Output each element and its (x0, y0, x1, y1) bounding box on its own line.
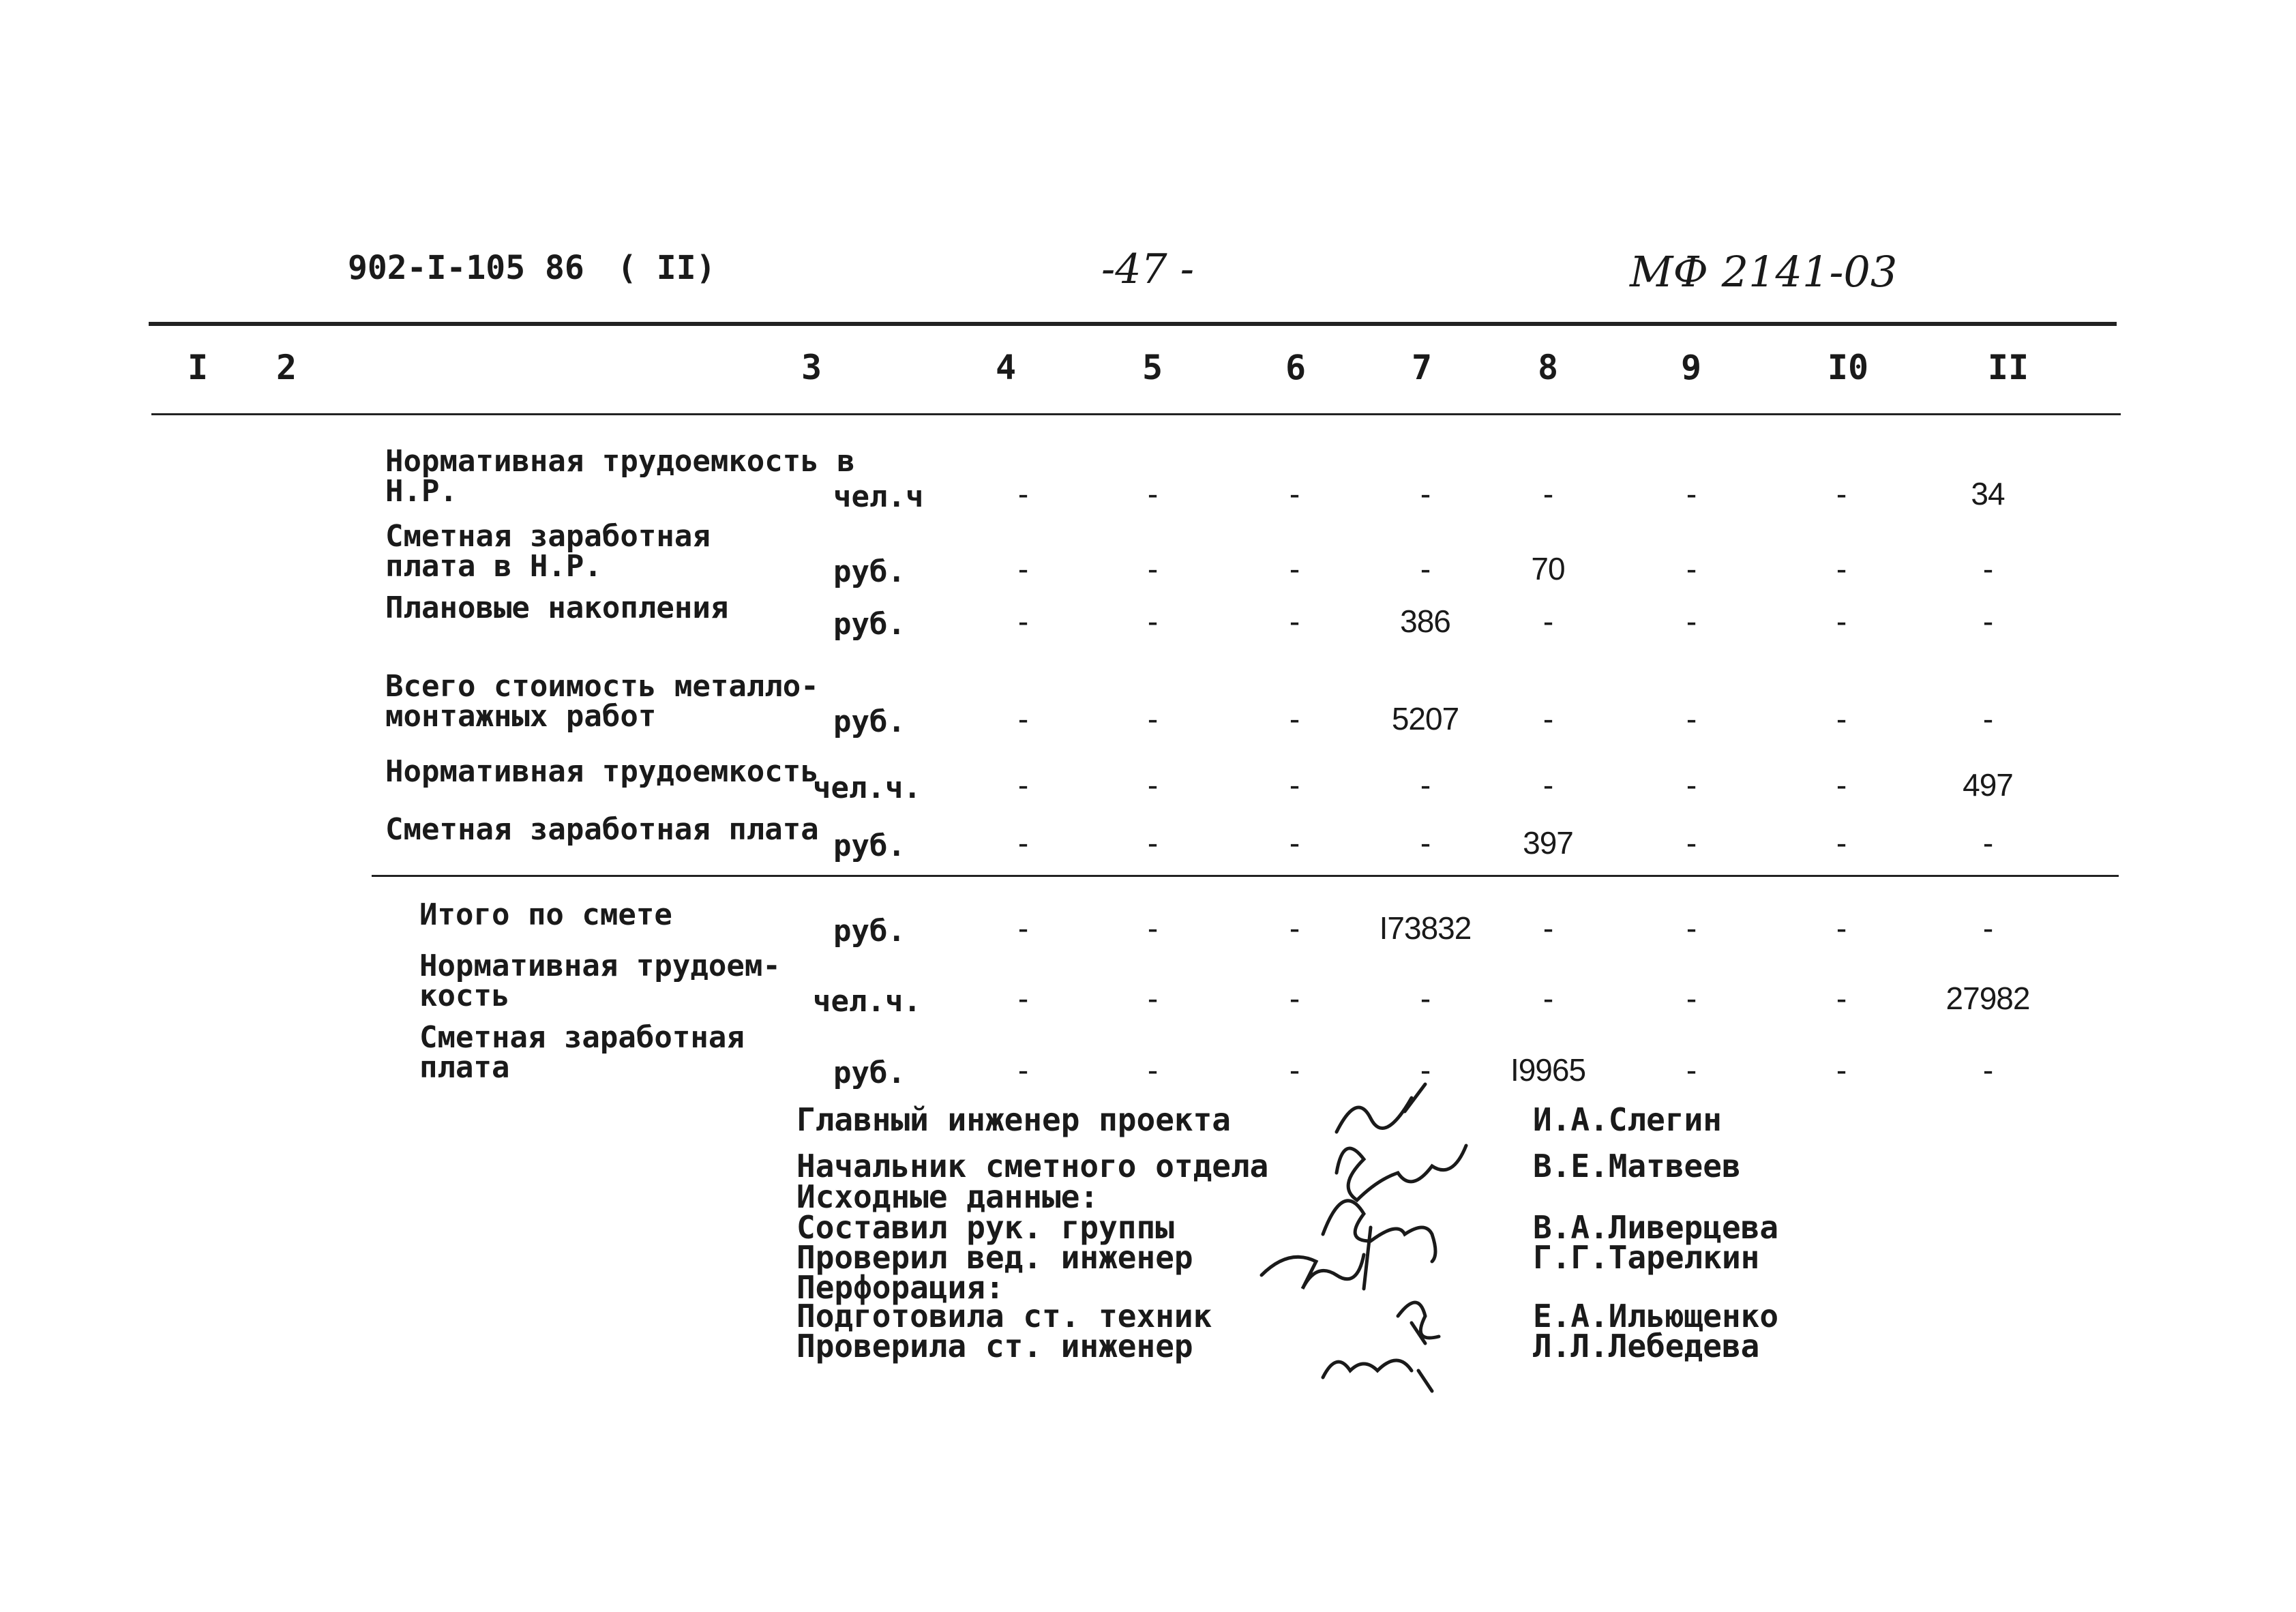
row-label: Сметная заработная (385, 519, 711, 554)
table-cell: - (1289, 910, 1300, 946)
table-cell: I9965 (1510, 1052, 1586, 1088)
signature-matveev (1337, 1146, 1466, 1200)
row-unit: чел.ч (833, 479, 924, 514)
table-cell: - (1017, 1052, 1028, 1088)
row-label: Сметная заработная плата (385, 812, 819, 847)
stamp-code: МФ 2141-03 (1630, 247, 1898, 297)
row-unit: руб. (833, 607, 906, 642)
row-unit: чел.ч. (813, 984, 921, 1019)
table-cell: - (1289, 825, 1300, 861)
table-cell: - (1147, 981, 1158, 1016)
table-cell: - (1289, 767, 1300, 803)
row-unit: руб. (833, 914, 906, 949)
table-cell: - (1147, 910, 1158, 946)
table-cell: - (1982, 603, 1993, 639)
table-cell: - (1686, 767, 1697, 803)
column-number: I0 (1827, 348, 1869, 387)
table-cell: - (1836, 981, 1847, 1016)
table-cell: - (1420, 551, 1431, 586)
table-cell: - (1017, 767, 1028, 803)
table-cell: - (1289, 701, 1300, 736)
signature-liverpceva (1323, 1201, 1435, 1262)
document-number: 902-I-105 86 (348, 249, 584, 287)
table-cell: - (1289, 981, 1300, 1016)
table-cell: 27982 (1945, 981, 2030, 1016)
row-label: монтажных работ (385, 699, 657, 734)
table-cell: - (1836, 1052, 1847, 1088)
column-number: 9 (1680, 348, 1702, 387)
column-number: II (1987, 348, 2029, 387)
table-cell: - (1420, 767, 1431, 803)
page-number: -47 - (1101, 245, 1194, 293)
table-cell: - (1836, 910, 1847, 946)
table-cell: - (1982, 910, 1993, 946)
table-cell: - (1289, 551, 1300, 586)
table-cell: - (1982, 1052, 1993, 1088)
row-label: плата (419, 1050, 510, 1085)
table-cell: - (1686, 981, 1697, 1016)
table-cell: - (1686, 1052, 1697, 1088)
table-cell: - (1017, 476, 1028, 511)
table-cell: - (1017, 551, 1028, 586)
table-cell: - (1982, 701, 1993, 736)
signature-role: Исходные данные: (796, 1178, 1099, 1215)
column-number: 5 (1142, 348, 1163, 387)
table-cell: 70 (1531, 551, 1565, 586)
row-unit: руб. (833, 1056, 906, 1090)
table-cell: - (1836, 551, 1847, 586)
row-label: Нормативная трудоем- (419, 949, 781, 983)
table-cell: - (1542, 603, 1553, 639)
table-cell: - (1289, 476, 1300, 511)
table-cell: - (1686, 476, 1697, 511)
table-cell: - (1686, 825, 1697, 861)
table-cell: - (1542, 981, 1553, 1016)
table-cell: - (1982, 825, 1993, 861)
table-cell: - (1017, 825, 1028, 861)
table-cell: - (1147, 701, 1158, 736)
table-cell: 386 (1400, 603, 1450, 639)
signature-name: И.А.Слегин (1533, 1101, 1722, 1138)
table-cell: - (1147, 1052, 1158, 1088)
table-cell: - (1686, 910, 1697, 946)
signature-role: Подготовила ст. техник (796, 1298, 1212, 1334)
row-label: Итого по смете (419, 897, 672, 932)
signature-role: Проверил вед. инженер (796, 1239, 1193, 1276)
row-unit: руб. (833, 554, 906, 589)
table-cell: I73832 (1379, 910, 1472, 946)
table-cell: - (1147, 476, 1158, 511)
signature-slegin (1337, 1084, 1425, 1132)
table-cell: - (1147, 603, 1158, 639)
table-cell: 397 (1523, 825, 1573, 861)
row-label: Плановые накопления (385, 591, 729, 625)
table-cell: - (1147, 825, 1158, 861)
table-cell: - (1836, 603, 1847, 639)
column-number: 6 (1285, 348, 1307, 387)
column-number: 4 (995, 348, 1017, 387)
row-unit: руб. (833, 829, 906, 863)
table-cell: - (1017, 603, 1028, 639)
row-label: Нормативная трудоемкость (385, 754, 819, 789)
signature-role: Главный инженер проекта (796, 1101, 1231, 1138)
table-cell: - (1017, 701, 1028, 736)
column-number: 2 (275, 348, 297, 387)
row-label: плата в Н.Р. (385, 549, 602, 584)
signature-name: Л.Л.Лебедева (1533, 1328, 1760, 1364)
table-cell: - (1836, 476, 1847, 511)
table-cell: - (1420, 476, 1431, 511)
column-number: 3 (801, 348, 822, 387)
signature-ilyushenko (1398, 1302, 1439, 1343)
table-cell: - (1542, 767, 1553, 803)
table-cell: - (1147, 551, 1158, 586)
part-number: ( II) (617, 249, 716, 287)
row-label: Нормативная трудоемкость в (385, 444, 855, 479)
signature-role: Перфорация: (796, 1269, 1004, 1306)
table-cell: - (1289, 1052, 1300, 1088)
table-cell: - (1017, 981, 1028, 1016)
table-cell: - (1542, 910, 1553, 946)
signature-role: Проверила ст. инженер (796, 1328, 1193, 1364)
table-cell: - (1836, 767, 1847, 803)
table-cell: - (1420, 825, 1431, 861)
table-cell: - (1982, 551, 1993, 586)
table-cell: - (1686, 603, 1697, 639)
table-cell: 34 (1971, 476, 2005, 511)
table-cell: - (1420, 1052, 1431, 1088)
table-cell: - (1017, 910, 1028, 946)
signature-role: Составил рук. группы (796, 1209, 1174, 1246)
row-unit: чел.ч. (813, 771, 921, 805)
signature-tarelkin (1262, 1227, 1371, 1289)
signature-role: Начальник сметного отдела (796, 1148, 1269, 1184)
signature-name: В.А.Ливерцева (1533, 1209, 1779, 1246)
table-cell: - (1289, 603, 1300, 639)
row-label: Н.Р. (385, 474, 458, 509)
table-cell: - (1686, 551, 1697, 586)
table-cell: 5207 (1391, 701, 1459, 736)
signature-name: Г.Г.Тарелкин (1533, 1239, 1760, 1276)
row-label: кость (419, 979, 510, 1013)
signature-name: Е.А.Ильющенко (1533, 1298, 1779, 1334)
column-number: 7 (1411, 348, 1433, 387)
column-number: 8 (1537, 348, 1559, 387)
table-cell: 497 (1963, 767, 2013, 803)
column-number: I (187, 348, 209, 387)
table-cell: - (1686, 701, 1697, 736)
table-cell: - (1836, 825, 1847, 861)
signature-name: В.Е.Матвеев (1533, 1148, 1741, 1184)
table-cell: - (1420, 981, 1431, 1016)
row-unit: руб. (833, 704, 906, 739)
table-cell: - (1542, 701, 1553, 736)
signature-lebedeva (1323, 1360, 1432, 1391)
table-cell: - (1147, 767, 1158, 803)
table-cell: - (1542, 476, 1553, 511)
row-label: Всего стоимость металло- (385, 669, 819, 704)
row-label: Сметная заработная (419, 1020, 745, 1055)
table-cell: - (1836, 701, 1847, 736)
